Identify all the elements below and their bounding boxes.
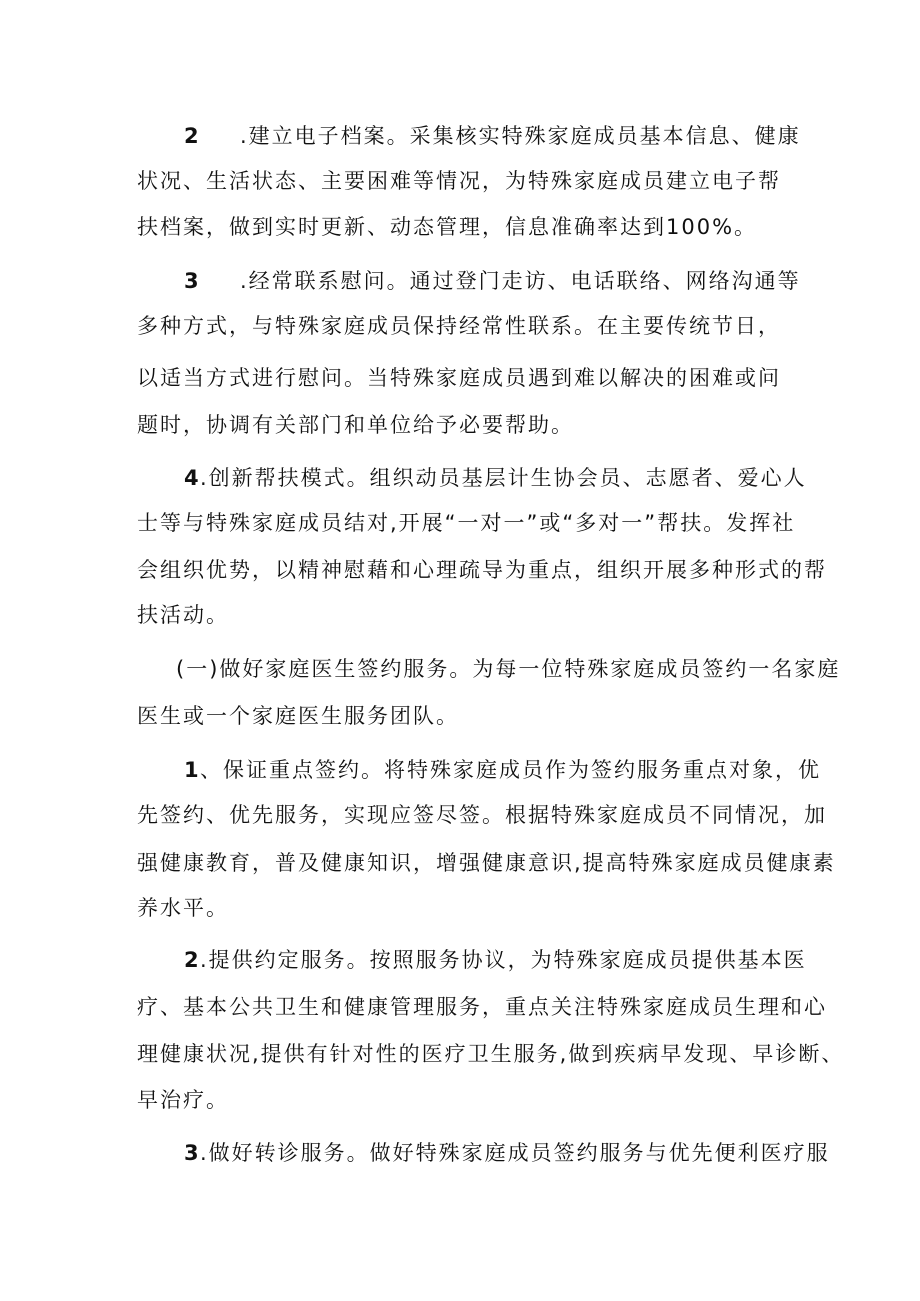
paragraph-line [137, 508, 797, 538]
paragraph-line [137, 992, 827, 1022]
line-text: 扶档案，做到实时更新、动态管理，信息准确率达到100%。 [137, 215, 758, 239]
paragraph-line [137, 1085, 797, 1115]
paragraph-line [184, 755, 844, 785]
line-text: 医生或一个家庭医生服务团队。 [137, 704, 459, 728]
paragraph-line [137, 701, 797, 731]
item-number: 1 [184, 758, 201, 782]
line-text: (一)做好家庭医生签约服务。为每一位特殊家庭成员签约一名家庭 [176, 657, 841, 681]
paragraph-line [137, 363, 797, 393]
paragraph-line [137, 848, 836, 878]
item-number: 3 [184, 1141, 201, 1165]
paragraph-line [137, 410, 797, 440]
paragraph-line [184, 1138, 844, 1168]
paragraph-line [137, 555, 827, 585]
line-text: 强健康教育，普及健康知识，增强健康意识,提高特殊家庭成员健康素 [137, 851, 836, 875]
paragraph-line [137, 311, 797, 341]
item-number: 4 [184, 466, 201, 490]
paragraph-line [184, 945, 844, 975]
line-text: 疗、基本公共卫生和健康管理服务，重点关注特殊家庭成员生理和心 [137, 995, 827, 1019]
paragraph-line [137, 893, 797, 923]
paragraph-line [137, 800, 827, 830]
paragraph-line [137, 1039, 845, 1069]
item-number: 2 [184, 948, 201, 972]
line-text: .经常联系慰问。通过登门走访、电话联络、网络沟通等 [240, 269, 801, 293]
line-text: 士等与特殊家庭成员结对,开展“一对一”或“多对一”帮扶。发挥社 [137, 511, 796, 535]
line-text: .做好转诊服务。做好特殊家庭成员签约服务与优先便利医疗服 [200, 1141, 830, 1165]
line-text: 扶活动。 [137, 603, 229, 627]
line-text: 多种方式，与特殊家庭成员保持经常性联系。在主要传统节日， [137, 314, 781, 338]
paragraph-line [184, 121, 844, 151]
line-text: 理健康状况,提供有针对性的医疗卫生服务,做到疾病早发现、早诊断、 [137, 1042, 845, 1066]
paragraph-line [137, 166, 797, 196]
line-text: 、保证重点签约。将特殊家庭成员作为签约服务重点对象，优 [200, 758, 821, 782]
paragraph-line [137, 600, 797, 630]
line-text: 先签约、优先服务，实现应签尽签。根据特殊家庭成员不同情况，加 [137, 803, 827, 827]
line-text: 状况、生活状态、主要困难等情况，为特殊家庭成员建立电子帮 [137, 169, 781, 193]
paragraph-line [137, 212, 797, 242]
line-text: .建立电子档案。采集核实特殊家庭成员基本信息、健康 [240, 124, 801, 148]
line-text: 养水平。 [137, 896, 229, 920]
line-text: 以适当方式进行慰问。当特殊家庭成员遇到难以解决的困难或问 [137, 366, 781, 390]
line-text: .创新帮扶模式。组织动员基层计生协会员、志愿者、爱心人 [200, 466, 807, 490]
paragraph-line [184, 266, 844, 296]
paragraph-line [184, 463, 844, 493]
line-text: 早治疗。 [137, 1088, 229, 1112]
item-number: 2 [184, 124, 201, 148]
line-text: 题时，协调有关部门和单位给予必要帮助。 [137, 413, 574, 437]
line-text: .提供约定服务。按照服务协议，为特殊家庭成员提供基本医 [200, 948, 807, 972]
item-number: 3 [184, 269, 201, 293]
section-heading-line [176, 654, 841, 684]
line-text: 会组织优势，以精神慰藉和心理疏导为重点，组织开展多种形式的帮 [137, 558, 827, 582]
